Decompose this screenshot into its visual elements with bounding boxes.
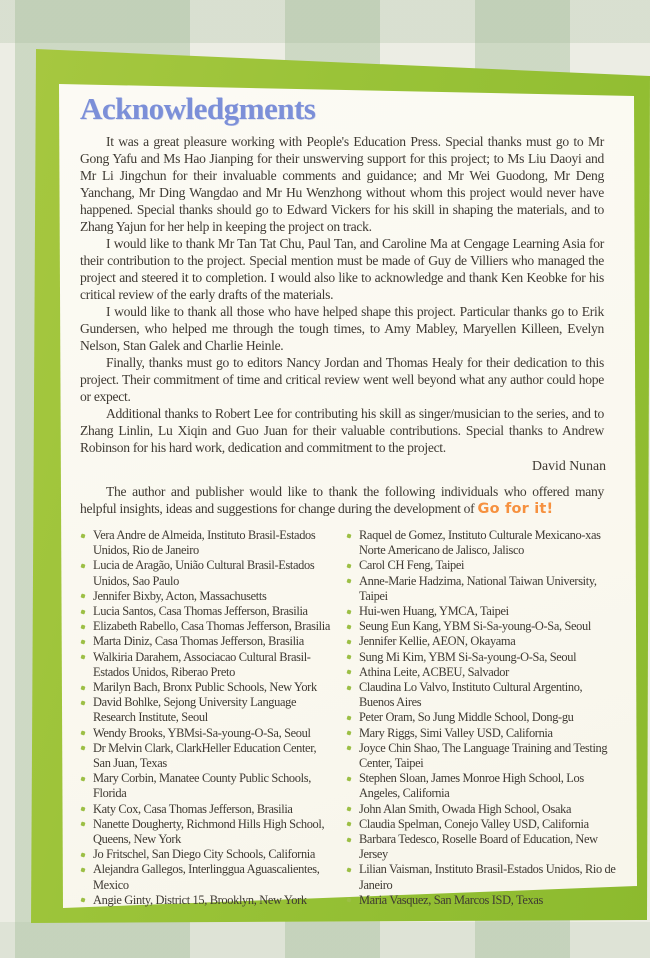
page-content <box>80 92 620 908</box>
list-item: Anne-Marie Hadzima, National Taiwan University, Taipei <box>346 574 620 604</box>
list-item: Jennifer Bixby, Acton, Massachusetts <box>80 589 332 604</box>
paragraph: It was a great pleasure working with People's Education Press. Special thanks must go to Mr Gong Yafu and Ms Hao Jianping for their unswerving support for this project; to Ms Liu Daoyi and Mr Li Jingchun for their invaluable comments and guidance; and Mr Wei Guodong, Mr Deng Yanchang, Mr Ding Wangdao and Mr Hu Wenzhong without whom this project would never have happened. Special thanks should go to Edward Vickers for his skill in shaping the materials, and to Zhang Yajun for her help in keeping the project on track. <box>80 134 604 234</box>
list-item: Lucia de Aragão, União Cultural Brasil-Estados Unidos, Sao Paulo <box>80 558 332 588</box>
bullet-icon <box>80 655 85 660</box>
list-item: Katy Cox, Casa Thomas Jefferson, Brasilia <box>80 802 332 817</box>
bullet-icon <box>80 746 85 751</box>
acknowledgments-body <box>80 133 620 518</box>
list-item: Seung Eun Kang, YBM Si-Sa-young-O-Sa, Seoul <box>346 619 620 634</box>
page-title: Acknowledgments <box>80 91 316 126</box>
list-item: Claudia Spelman, Conejo Valley USD, California <box>346 817 620 832</box>
list-item: Mary Riggs, Simi Valley USD, California <box>346 726 620 741</box>
list-item: Hui-wen Huang, YMCA, Taipei <box>346 604 620 619</box>
bullet-icon <box>80 822 85 827</box>
bullet-icon <box>346 746 351 751</box>
bullet-icon <box>80 533 85 538</box>
list-item: Joyce Chin Shao, The Language Training and Testing Center, Taipei <box>346 741 620 771</box>
paragraph: I would like to thank all those who have helped shape this project. Particular thanks go to Erik Gundersen, who helped me through the tough times, to Amy Mabley, Maryellen Killeen, Evelyn Nelson, Stan Galek and Charlie Heinle. <box>80 304 604 353</box>
list-item: Alejandra Gallegos, Interlinggua Aguascalientes, Mexico <box>80 862 332 892</box>
acknowledgee-columns <box>80 528 620 908</box>
bullet-icon <box>346 731 351 736</box>
list-item: Marilyn Bach, Bronx Public Schools, New York <box>80 680 332 695</box>
bullet-icon <box>80 731 85 736</box>
list-item: Peter Oram, So Jung Middle School, Dong-gu <box>346 710 620 725</box>
bullet-icon <box>346 685 351 690</box>
bullet-icon <box>346 639 351 644</box>
list-item: Sung Mi Kim, YBM Si-Sa-young-O-Sa, Seoul <box>346 650 620 665</box>
list-item: Marta Diniz, Casa Thomas Jefferson, Brasilia <box>80 634 332 649</box>
list-item: Wendy Brooks, YBMsi-Sa-young-O-Sa, Seoul <box>80 726 332 741</box>
list-item: Claudina Lo Valvo, Instituto Cultural Argentino, Buenos Aires <box>346 680 620 710</box>
list-item: Nanette Dougherty, Richmond Hills High School, Queens, New York <box>80 817 332 847</box>
list-item: Carol CH Feng, Taipei <box>346 558 620 573</box>
bullet-icon <box>80 609 85 614</box>
bullet-icon <box>346 837 351 842</box>
list-item: Maria Vasquez, San Marcos ISD, Texas <box>346 893 620 908</box>
author-signature: David Nunan <box>532 458 606 473</box>
list-item: David Bohlke, Sejong University Language Research Institute, Seoul <box>80 695 332 725</box>
list-item: Raquel de Gomez, Instituto Culturale Mexicano-xas Norte Americano de Jalisco, Jalisco <box>346 528 620 558</box>
bullet-icon <box>346 563 351 568</box>
bullet-icon <box>80 563 85 568</box>
list-item: Dr Melvin Clark, ClarkHeller Education Center, San Juan, Texas <box>80 741 332 771</box>
acknowledgee-list-left <box>80 528 332 908</box>
list-item: Elizabeth Rabello, Casa Thomas Jefferson, Brasilia <box>80 619 332 634</box>
list-item: John Alan Smith, Owada High School, Osaka <box>346 802 620 817</box>
bullet-icon <box>80 867 85 872</box>
bullet-icon <box>346 655 351 660</box>
list-item: Walkiria Darahem, Associacao Cultural Brasil-Estados Unidos, Riberao Preto <box>80 650 332 680</box>
bullet-icon <box>346 624 351 629</box>
acknowledgee-list-right <box>346 528 620 908</box>
bullet-icon <box>80 898 85 903</box>
bullet-icon <box>80 700 85 705</box>
paragraph: I would like to thank Mr Tan Tat Chu, Paul Tan, and Caroline Ma at Cengage Learning Asia for their contribution to the project. Special mention must be made of Guy de Villiers who managed the project and steered it to completion. I would also like to acknowledge and thank Ken Keobke for his critical review of the early drafts of the materials. <box>80 236 604 302</box>
reviewers-intro-text: The author and publisher would like to thank the following individuals who offered many helpful insights, ideas and suggestions for change during the development of <box>80 484 604 516</box>
bullet-icon <box>80 776 85 781</box>
list-item: Vera Andre de Almeida, Instituto Brasil-Estados Unidos, Rio de Janeiro <box>80 528 332 558</box>
bullet-icon <box>346 807 351 812</box>
bullet-icon <box>80 594 85 599</box>
bullet-icon <box>346 715 351 720</box>
bullet-icon <box>346 776 351 781</box>
bullet-icon <box>80 685 85 690</box>
bullet-icon <box>80 852 85 857</box>
list-item: Jo Fritschel, San Diego City Schools, California <box>80 847 332 862</box>
bullet-icon <box>346 579 351 584</box>
bullet-icon <box>346 867 351 872</box>
series-title-highlight: Go for it! <box>477 501 554 517</box>
list-item: Barbara Tedesco, Roselle Board of Education, New Jersey <box>346 832 620 862</box>
list-item: Lucia Santos, Casa Thomas Jefferson, Brasilia <box>80 604 332 619</box>
list-item: Lilian Vaisman, Instituto Brasil-Estados Unidos, Rio de Janeiro <box>346 862 620 892</box>
list-item: Angie Ginty, District 15, Brooklyn, New York <box>80 893 332 908</box>
bullet-icon <box>346 533 351 538</box>
list-item: Stephen Sloan, James Monroe High School, Los Angeles, California <box>346 771 620 801</box>
reviewers-intro <box>80 483 620 518</box>
list-item: Mary Corbin, Manatee County Public Schools, Florida <box>80 771 332 801</box>
bullet-icon <box>80 807 85 812</box>
list-item: Athina Leite, ACBEU, Salvador <box>346 665 620 680</box>
bullet-icon <box>80 639 85 644</box>
paragraph: Additional thanks to Robert Lee for contributing his skill as singer/musician to the series, and to Zhang Linlin, Lu Xiqin and Guo Juan for their valuable contributions. Special thanks to Andrew Robinson for his hard work, dedication and commitment to the project. <box>80 406 604 455</box>
paragraph: Finally, thanks must go to editors Nancy Jordan and Thomas Healy for their dedication to this project. Their commitment of time and critical review went well beyond what any author could hope or expect. <box>80 355 604 404</box>
bullet-icon <box>346 609 351 614</box>
bullet-icon <box>80 624 85 629</box>
bullet-icon <box>346 670 351 675</box>
bullet-icon <box>346 822 351 827</box>
bullet-icon <box>346 898 351 903</box>
list-item: Jennifer Kellie, AEON, Okayama <box>346 634 620 649</box>
